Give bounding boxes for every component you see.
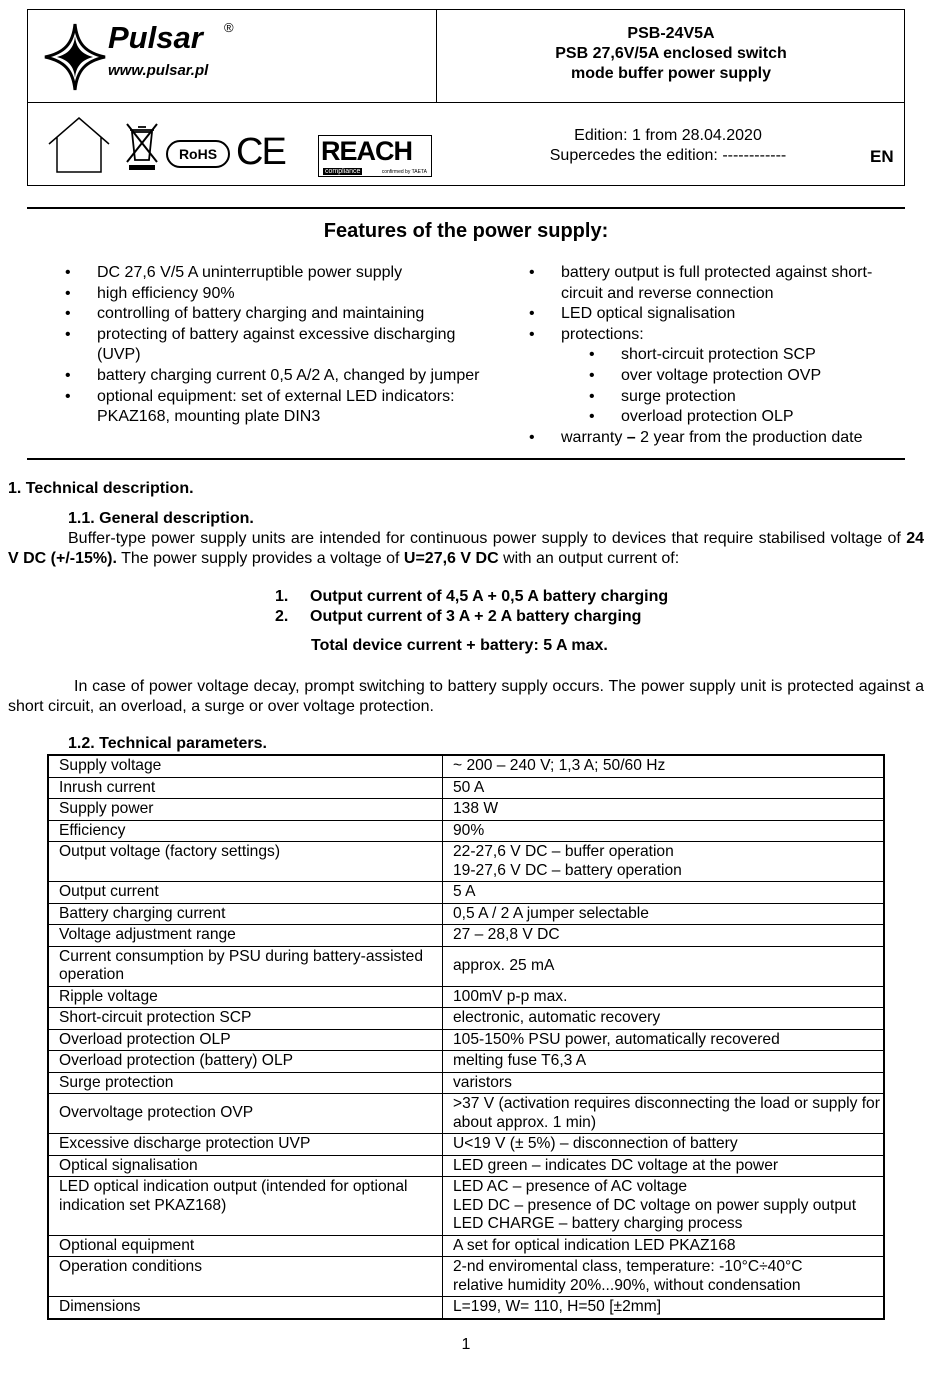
param-value: varistors [443,1072,885,1094]
protection-item: • short-circuit protection SCP [529,345,909,366]
supercedes-text: Supercedes the edition: ------------ [549,147,787,164]
table-row [48,1029,884,1051]
table-row [48,946,884,986]
param-value-line: 22-27,6 V DC – buffer operation [453,843,674,860]
list-number: 1. [275,588,289,605]
technical-parameters-table [47,754,885,1320]
reach-mark [318,135,432,177]
feature-item: • controlling of battery charging and maintaining [65,304,495,325]
list-text: Output current of 4,5 A + 0,5 A battery charging [310,588,669,605]
feature-item: • protections: [529,325,909,346]
param-name: Overload protection OLP [48,1029,443,1051]
param-value: 100mV p-p max. [443,986,885,1008]
param-name: Overload protection (battery) OLP [48,1051,443,1073]
param-name: Battery charging current [48,903,443,925]
registered-mark: ® [224,20,234,35]
warranty-item [529,428,909,449]
pulsar-logo-icon [42,22,108,92]
param-value [443,1257,885,1297]
param-value: 90% [443,820,885,842]
house-icon [45,114,113,176]
param-value: melting fuse T6,3 A [443,1051,885,1073]
table-row [48,1134,884,1156]
document-header [27,9,905,186]
table-row [48,986,884,1008]
param-value: 5 A [443,882,885,904]
brand-name: Pulsar [108,20,203,55]
ce-mark: CE [236,131,285,173]
param-value-line: relative humidity 20%...90%, without condensation [453,1276,801,1294]
param-value-line: LED CHARGE – battery charging process [453,1215,743,1232]
param-name: Dimensions [48,1297,443,1319]
table-row [48,882,884,904]
param-name: Operation conditions [48,1257,443,1297]
list-number: 2. [275,608,289,625]
param-value: U<19 V (± 5%) – disconnection of battery [443,1134,885,1156]
edition-block [518,126,818,166]
param-value-line: 2-nd enviromental class, temperature: -10°C÷40°C [453,1258,803,1275]
table-row [48,1155,884,1177]
reach-compliance: compliance [325,168,361,175]
warranty-value: 2 year from the production date [640,428,863,446]
features-title: Features of the power supply: [323,220,609,242]
edition-text: Edition: 1 from 28.04.2020 [574,127,762,144]
table-row [48,1094,884,1134]
table-row [48,1257,884,1297]
param-name: Output current [48,882,443,904]
features-list-left [65,263,495,428]
param-name: Efficiency [48,820,443,842]
rohs-mark: RoHS [166,140,230,168]
feature-item: • battery charging current 0,5 A/2 A, changed by jumper [65,366,495,387]
p1-text-c: The power supply provides a voltage of [116,550,404,567]
total-current-note: Total device current + battery: 5 A max. [311,637,608,654]
param-name: Output voltage (factory settings) [48,842,443,882]
param-value-line: LED AC – presence of AC voltage [453,1178,688,1195]
param-value: approx. 25 mA [443,946,885,986]
param-value: 27 – 28,8 V DC [443,925,885,947]
features-bottom-rule [27,458,905,460]
param-value: A set for optical indication LED PKAZ168 [443,1235,885,1257]
table-row [48,842,884,882]
param-value [443,842,885,882]
p1-text-e: with an output current of: [498,550,680,567]
param-name: Current consumption by PSU during battery-assisted operation [48,946,443,986]
table-row [48,1235,884,1257]
features-list-right [529,263,909,448]
param-name: Short-circuit protection SCP [48,1008,443,1030]
p1-output-voltage: U=27,6 V DC [403,550,499,567]
list-text: Output current of 3 A + 2 A battery charging [310,608,642,625]
reach-word: REACH [321,136,413,166]
table-row [48,925,884,947]
features-top-rule [27,207,905,209]
section-heading-technical: 1. Technical description. [8,480,194,497]
table-row [48,799,884,821]
model-code: PSB-24V5A [627,25,715,42]
param-value-line: LED DC – presence of DC voltage on power supply output [453,1196,857,1214]
language-code: EN [870,147,894,166]
param-value [443,1177,885,1236]
param-value: L=199, W= 110, H=50 [±2mm] [443,1297,885,1319]
feature-item: • optional equipment: set of external LED indicators: PKAZ168, mounting plate DIN3 [65,387,495,428]
param-value: 50 A [443,777,885,799]
param-name: Optional equipment [48,1235,443,1257]
param-value: 138 W [443,799,885,821]
param-value-line: 19-27,6 V DC – battery operation [453,861,682,879]
param-name: Supply voltage [48,755,443,777]
table-row [48,1051,884,1073]
param-value: LED green – indicates DC voltage at the power [443,1155,885,1177]
param-value: 0,5 A / 2 A jumper selectable [443,903,885,925]
param-name: Supply power [48,799,443,821]
list-item [275,587,668,607]
header-divider [28,102,904,103]
param-value: 105-150% PSU power, automatically recovered [443,1029,885,1051]
param-name: Optical signalisation [48,1155,443,1177]
output-current-list [275,587,668,627]
param-name: Overvoltage protection OVP [48,1094,443,1134]
feature-item: • DC 27,6 V/5 A uninterruptible power supply [65,263,495,284]
feature-item: • battery output is full protected against short-circuit and reverse connection [529,263,909,304]
table-row [48,1072,884,1094]
param-name: Ripple voltage [48,986,443,1008]
param-value: >37 V (activation requires disconnecting the load or supply for about approx. 1 min) [443,1094,885,1134]
page-number: 1 [461,1336,471,1353]
table-row [48,820,884,842]
title-line-1: PSB 27,6V/5A enclosed switch [555,45,787,62]
param-name: LED optical indication output (intended for optional indication set PKAZ168) [48,1177,443,1236]
table-row [48,755,884,777]
website-link[interactable]: www.pulsar.pl [108,62,209,79]
general-description-paragraph [8,529,924,569]
warranty-label: warranty [561,428,623,446]
param-value: electronic, automatic recovery [443,1008,885,1030]
subsection-general: 1.1. General description. [68,510,254,527]
protection-item: • surge protection [529,387,909,408]
document-title-block [436,24,906,84]
protection-item: • overload protection OLP [529,407,909,428]
warranty-dash: – [622,428,641,446]
subsection-parameters: 1.2. Technical parameters. [68,735,267,752]
list-item [275,607,668,627]
param-name: Surge protection [48,1072,443,1094]
table-row [48,903,884,925]
table-row [48,777,884,799]
reach-confirmed: confirmed by TAETA [381,169,427,175]
param-name: Voltage adjustment range [48,925,443,947]
weee-bin-icon [124,120,160,172]
feature-item: • protecting of battery against excessive discharging (UVP) [65,325,495,366]
p1-voltage: 24 V DC (+/-15%). [8,530,924,567]
feature-item: • LED optical signalisation [529,304,909,325]
param-value: ~ 200 – 240 V; 1,3 A; 50/60 Hz [443,755,885,777]
battery-switch-paragraph: In case of power voltage decay, prompt switching to battery supply occurs. The power supply unit is protected against a short circuit, an overload, a surge or over voltage protection. [8,678,924,715]
param-name: Excessive discharge protection UVP [48,1134,443,1156]
table-row [48,1008,884,1030]
p1-text-a: Buffer-type power supply units are intended for continuous power supply to devices that require stabilised voltage of [68,530,907,547]
param-name: Inrush current [48,777,443,799]
table-row [48,1177,884,1236]
protection-item: • over voltage protection OVP [529,366,909,387]
table-row [48,1297,884,1319]
feature-item: • high efficiency 90% [65,284,495,305]
title-line-2: mode buffer power supply [570,65,771,82]
